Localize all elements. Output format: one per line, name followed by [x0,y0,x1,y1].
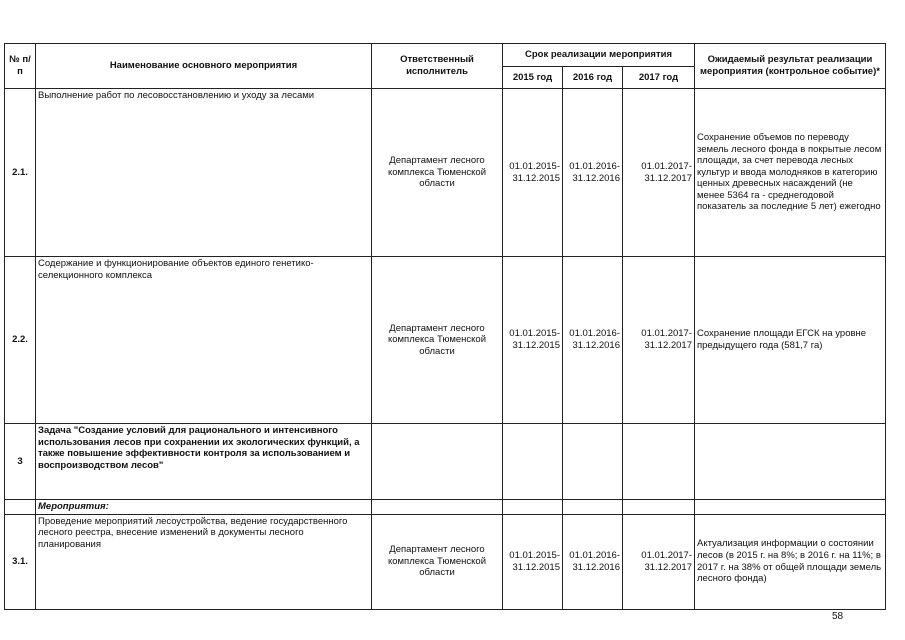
row-name: Выполнение работ по лесовосстановлению и уходу за лесами [36,89,372,257]
row-name: Содержание и функционирование объектов единого генетико-селекционного комплекса [36,257,372,424]
header-year-2016: 2016 год [563,67,623,89]
row-date-2015 [503,500,563,515]
row-executor: Департамент лесного комплекса Тюменской области [372,257,503,424]
header-num: № п/п [5,44,36,89]
measures-subheading: Мероприятия: [36,500,372,515]
row-date-2015 [503,424,563,500]
row-number: 3 [5,424,36,500]
page-number: 58 [832,611,844,622]
row-date-2017 [623,424,695,500]
table-row [5,89,886,257]
table-row [5,257,886,424]
header-period: Срок реализации мероприятия [503,44,695,67]
header-year-2015: 2015 год [503,67,563,89]
header-name: Наименование основного мероприятия [36,44,372,89]
row-date-2017: 01.01.2017-31.12.2017 [623,257,695,424]
header-executor: Ответственный исполнитель [372,44,503,89]
row-date-2017: 01.01.2017-31.12.2017 [623,89,695,257]
row-result: Сохранение объемов по переводу земель лесного фонда в покрытые лесом площади, за счет перевода лесных культур и ввода молодняков в категорию ценных древесных насаждений (не менее 5364 га - среднегодовой показатель за последние 5 лет) ежегодно [695,89,886,257]
row-date-2015: 01.01.2015-31.12.2015 [503,257,563,424]
table-row [5,424,886,500]
row-result: Актуализация информации о состоянии лесов (в 2015 г. на 8%; в 2016 г. на 11%; в 2017 г. на 38% от общей площади земель лесного фонда) [695,514,886,609]
row-executor [372,424,503,500]
row-date-2016: 01.01.2016-31.12.2016 [563,257,623,424]
row-executor: Департамент лесного комплекса Тюменской области [372,514,503,609]
row-date-2016: 01.01.2016-31.12.2016 [563,514,623,609]
row-date-2017: 01.01.2017-31.12.2017 [623,514,695,609]
row-date-2015: 01.01.2015-31.12.2015 [503,89,563,257]
row-date-2016 [563,500,623,515]
row-number [5,500,36,515]
row-date-2015: 01.01.2015-31.12.2015 [503,514,563,609]
table-row [5,514,886,609]
row-date-2016 [563,424,623,500]
table-row [5,500,886,515]
task-title: Задача "Создание условий для рационального и интенсивного использования лесов при сохранении их экологических функций, а также повышение эффективности контроля за использованием и воспроизводством лесов" [36,424,372,500]
row-executor [372,500,503,515]
row-name: Проведение мероприятий лесоустройства, ведение государственного лесного реестра, внесение изменений в документы лесного планирования [36,514,372,609]
row-result: Сохранение площади ЕГСК на уровне предыдущего года (581,7 га) [695,257,886,424]
row-number: 2.2. [5,257,36,424]
row-number: 2.1. [5,89,36,257]
measures-table [4,43,886,610]
row-date-2017 [623,500,695,515]
header-result: Ожидаемый результат реализации мероприятия (контрольное событие)* [695,44,886,89]
row-executor: Департамент лесного комплекса Тюменской области [372,89,503,257]
header-year-2017: 2017 год [623,67,695,89]
row-result [695,500,886,515]
row-date-2016: 01.01.2016-31.12.2016 [563,89,623,257]
row-result [695,424,886,500]
row-number: 3.1. [5,514,36,609]
